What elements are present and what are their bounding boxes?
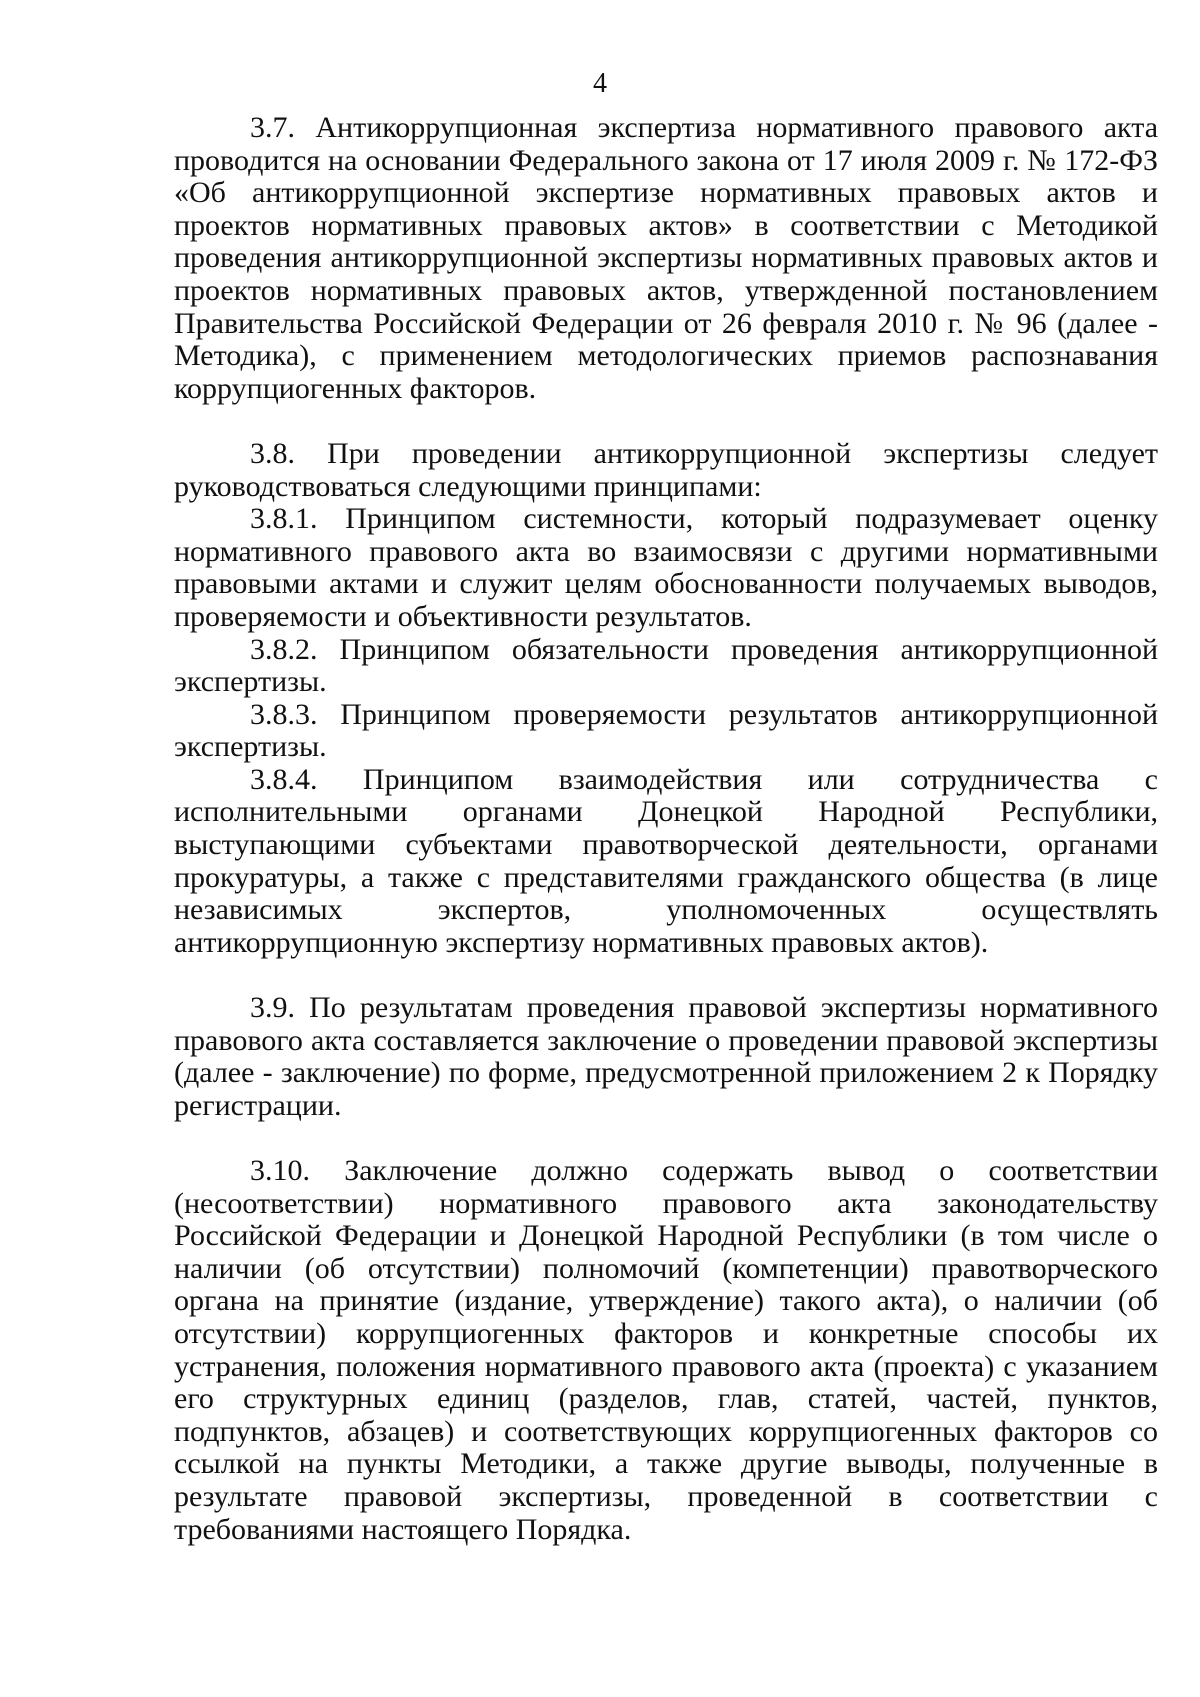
paragraph-number: 3.8. — [250, 436, 295, 470]
paragraph-number: 3.7. — [250, 111, 295, 144]
paragraph-text: Заключение должно содержать вывод о соответствии (несоответствии) нормативного правового акта законодательству Российской Федерации и Донецкой Народной Республики (в том числе о наличии (об отсутствии) полномочий (компетенции) правотворческого органа на принятие (издание, утверждение) такого акта), о наличии (об отсутствии) коррупциогенных факторов и конкретные способы их устранения, положения нормативного правового акта (проекта) с указанием его структурных единиц (разделов, глав, статей, частей, пунктов, подпунктов, абзацев) и соответствующих коррупциогенных факторов со ссылкой на пункты Методики, а также другие выводы, полученные в результате правовой экспертизы, проведенной в соответствии с требованиями настоящего Порядка. — [174, 1154, 1159, 1546]
paragraph-number: 3.8.4. — [250, 762, 318, 796]
page-number: 4 — [593, 68, 607, 99]
paragraph-3-8 — [174, 438, 1158, 503]
paragraph-3-10 — [174, 1155, 1158, 1546]
paragraph-3-8-4 — [174, 764, 1158, 960]
paragraph-text: Принципом обязательности проведения антикоррупционной экспертизы. — [174, 632, 1159, 699]
paragraph-number: 3.8.2. — [250, 632, 318, 666]
paragraph-number: 3.10. — [250, 1154, 310, 1187]
paragraph-number: 3.8.1. — [250, 502, 318, 536]
paragraph-spacer — [174, 959, 1158, 992]
paragraph-text: Антикоррупционная экспертиза нормативного правового акта проводится на основании Федерального закона от 17 июля 2009 г. № 172-ФЗ «Об антикоррупционной экспертизе нормативных правовых актов и проектов нормативных правовых актов» в соответствии с Методикой проведения антикоррупционной экспертизы нормативных правовых актов и проектов нормативных правовых актов, утвержденной постановлением Правительства Российской Федерации от 26 февраля 2010 г. № 96 (далее - Методика), с применением методологических приемов распознавания коррупциогенных факторов. — [174, 111, 1159, 405]
paragraph-text: Принципом системности, который подразумевает оценку нормативного правового акта во взаимосвязи с другими нормативными правовыми актами и служит целям обоснованности получаемых выводов, проверяемости и объективности результатов. — [174, 502, 1159, 633]
paragraph-number: 3.9. — [250, 991, 295, 1025]
paragraph-3-8-1 — [174, 503, 1158, 633]
paragraph-text: При проведении антикоррупционной экспертизы следует руководствоваться следующими принципами: — [174, 436, 1158, 503]
paragraph-spacer — [174, 1122, 1158, 1155]
paragraph-3-8-3 — [174, 699, 1158, 764]
paragraph-3-9 — [174, 992, 1158, 1122]
paragraph-3-7 — [174, 112, 1158, 405]
paragraph-3-8-2 — [174, 634, 1158, 699]
paragraph-text: Принципом проверяемости результатов антикоррупционной экспертизы. — [174, 697, 1159, 764]
paragraph-spacer — [174, 405, 1158, 438]
paragraph-text: Принципом взаимодействия или сотрудничества с исполнительными органами Донецкой Народной Республики, выступающими субъектами правотворческой деятельности, органами прокуратуры, а также с представителями гражданского общества (в лице независимых экспертов, уполномоченных осуществлять антикоррупционную экспертизу нормативных правовых актов). — [174, 762, 1158, 959]
paragraph-text: По результатам проведения правовой экспертизы нормативного правового акта составляется заключение о проведении правовой экспертизы (далее - заключение) по форме, предусмотренной приложением 2 к Порядку регистрации. — [174, 991, 1159, 1122]
paragraph-number: 3.8.3. — [250, 697, 318, 731]
document-body — [174, 112, 1158, 1546]
